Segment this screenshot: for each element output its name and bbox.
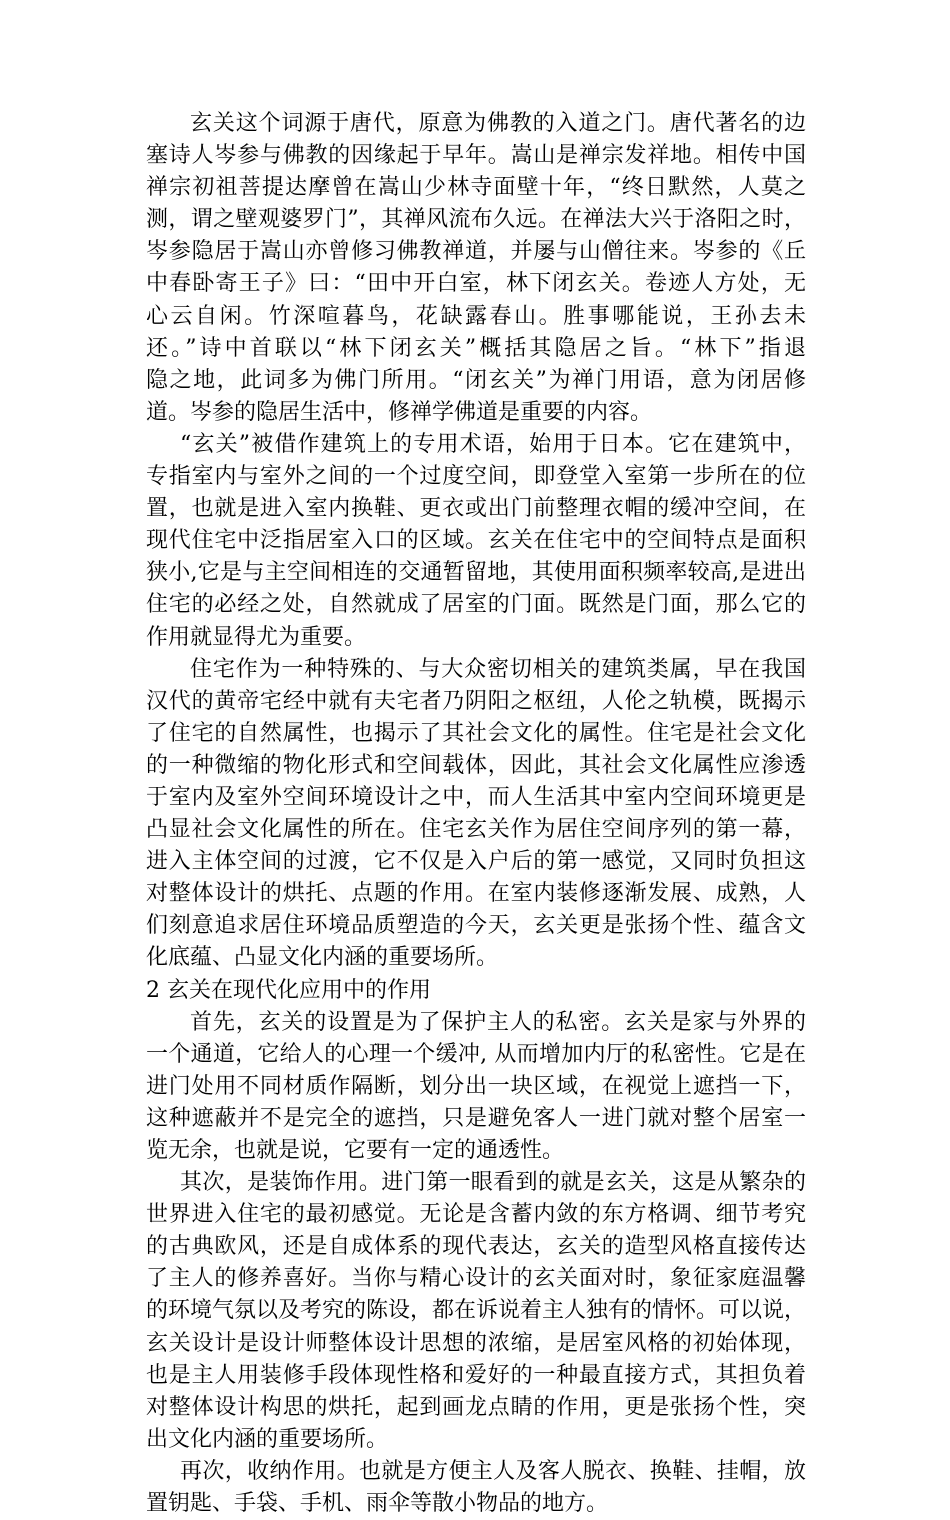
text-line: 一个通道，它给人的心理一个缓冲, 从而增加内厅的私密性。它是在 <box>146 1041 806 1067</box>
text-line: 进入主体空间的过渡，它不仅是入户后的第一感觉，又同时负担这 <box>146 849 806 875</box>
paragraph <box>146 429 806 654</box>
document-page <box>146 108 806 1520</box>
text-line: 置钥匙、手袋、手机、雨伞等散小物品的地方。 <box>146 1491 609 1517</box>
text-line: 其次，是装饰作用。进门第一眼看到的就是玄关，这是从繁杂的 <box>180 1170 806 1196</box>
text-line: 的古典欧风，还是自成体系的现代表达，玄关的造型风格直接传达 <box>146 1234 806 1260</box>
paragraph <box>146 1007 806 1167</box>
text-line: 还。”诗中首联以“林下闭玄关”概括其隐居之旨。“林下”指退 <box>146 335 806 361</box>
text-line: 对整体设计构思的烘托，起到画龙点睛的作用，更是张扬个性，突 <box>146 1394 806 1420</box>
paragraph <box>146 1456 806 1520</box>
text-line: 也是主人用装修手段体现性格和爱好的一种最直接方式，其担负着 <box>146 1362 806 1388</box>
paragraph <box>146 1167 806 1456</box>
text-line: 作用就显得尤为重要。 <box>146 624 367 650</box>
text-line: 岑参隐居于嵩山亦曾修习佛教禅道，并屡与山僧往来。岑参的《丘 <box>146 239 806 265</box>
text-line: 现代住宅中泛指居室入口的区域。玄关在住宅中的空间特点是面积 <box>146 528 806 554</box>
text-line: 了主人的修养喜好。当你与精心设计的玄关面对时，象征家庭温馨 <box>146 1266 806 1292</box>
text-line: 的环境气氛以及考究的陈设，都在诉说着主人独有的情怀。可以说， <box>146 1298 807 1324</box>
text-line: 禅宗初祖菩提达摩曾在嵩山少林寺面壁十年，“终日默然，人莫之 <box>146 175 806 201</box>
text-line: 心云自闲。竹深喧暮鸟，花缺露春山。胜事哪能说，王孙去未 <box>146 303 806 329</box>
text-line: 世界进入住宅的最初感觉。无论是含蓄内敛的东方格调、细节考究 <box>146 1202 806 1228</box>
text-line: 住宅作为一种特殊的、与大众密切相关的建筑类属，早在我国 <box>190 656 806 682</box>
text-line: 汉代的黄帝宅经中就有夫宅者乃阴阳之枢纽，人伦之轨模，既揭示 <box>146 688 806 714</box>
text-line: 化底蕴、凸显文化内涵的重要场所。 <box>146 945 499 971</box>
text-line: 的一种微缩的物化形式和空间载体，因此，其社会文化属性应渗透 <box>146 752 806 778</box>
text-line: 对整体设计的烘托、点题的作用。在室内装修逐渐发展、成熟，人 <box>146 881 806 907</box>
text-line: 中春卧寄王子》曰：“田中开白室，林下闭玄关。卷迹人方处，无 <box>146 271 806 297</box>
section-heading: 2 玄关在现代化应用中的作用 <box>146 977 431 1003</box>
text-line: 玄关设计是设计师整体设计思想的浓缩，是居室风格的初始体现， <box>146 1330 806 1356</box>
text-line: 狭小,它是与主空间相连的交通暂留地，其使用面积频率较高,是进出 <box>146 560 806 586</box>
text-line: 进门处用不同材质作隔断，划分出一块区域，在视觉上遮挡一下， <box>146 1073 806 1099</box>
text-line: 再次，收纳作用。也就是方便主人及客人脱衣、换鞋、挂帽，放 <box>180 1458 806 1484</box>
text-line: 这种遮蔽并不是完全的遮挡，只是避免客人一进门就对整个居室一 <box>146 1105 806 1131</box>
text-line: 道。岑参的隐居生活中，修禅学佛道是重要的内容。 <box>146 399 653 425</box>
text-line: 了住宅的自然属性，也揭示了其社会文化的属性。住宅是社会文化 <box>146 720 806 746</box>
text-line: 出文化内涵的重要场所。 <box>146 1426 389 1452</box>
paragraph <box>146 108 806 429</box>
text-line: 测，谓之壁观婆罗门”，其禅风流布久远。在禅法大兴于洛阳之时， <box>146 207 806 233</box>
text-line: 凸显社会文化属性的所在。住宅玄关作为居住空间序列的第一幕， <box>146 817 806 843</box>
text-line: 住宅的必经之处，自然就成了居室的门面。既然是门面，那么它的 <box>146 592 806 618</box>
text-line: 首先，玄关的设置是为了保护主人的私密。玄关是家与外界的 <box>190 1009 806 1035</box>
text-line: 于室内及室外空间环境设计之中，而人生活其中室内空间环境更是 <box>146 784 806 810</box>
text-line: 隐之地，此词多为佛门所用。“闭玄关”为禅门用语，意为闭居修 <box>146 367 806 393</box>
text-line: 览无余，也就是说，它要有一定的通透性。 <box>146 1138 565 1163</box>
text-line: 们刻意追求居住环境品质塑造的今天，玄关更是张扬个性、蕴含文 <box>146 913 806 939</box>
text-line: 专指室内与室外之间的一个过度空间，即登堂入室第一步所在的位 <box>146 464 806 490</box>
paragraph <box>146 654 806 975</box>
text-line: 玄关这个词源于唐代，原意为佛教的入道之门。唐代著名的边 <box>190 111 806 136</box>
text-line: 置，也就是进入室内换鞋、更衣或出门前整理衣帽的缓冲空间，在 <box>146 496 806 522</box>
text-line: 塞诗人岑参与佛教的因缘起于早年。嵩山是禅宗发祥地。相传中国 <box>146 143 806 169</box>
text-line: “玄关”被借作建筑上的专用术语，始用于日本。它在建筑中， <box>180 431 806 457</box>
